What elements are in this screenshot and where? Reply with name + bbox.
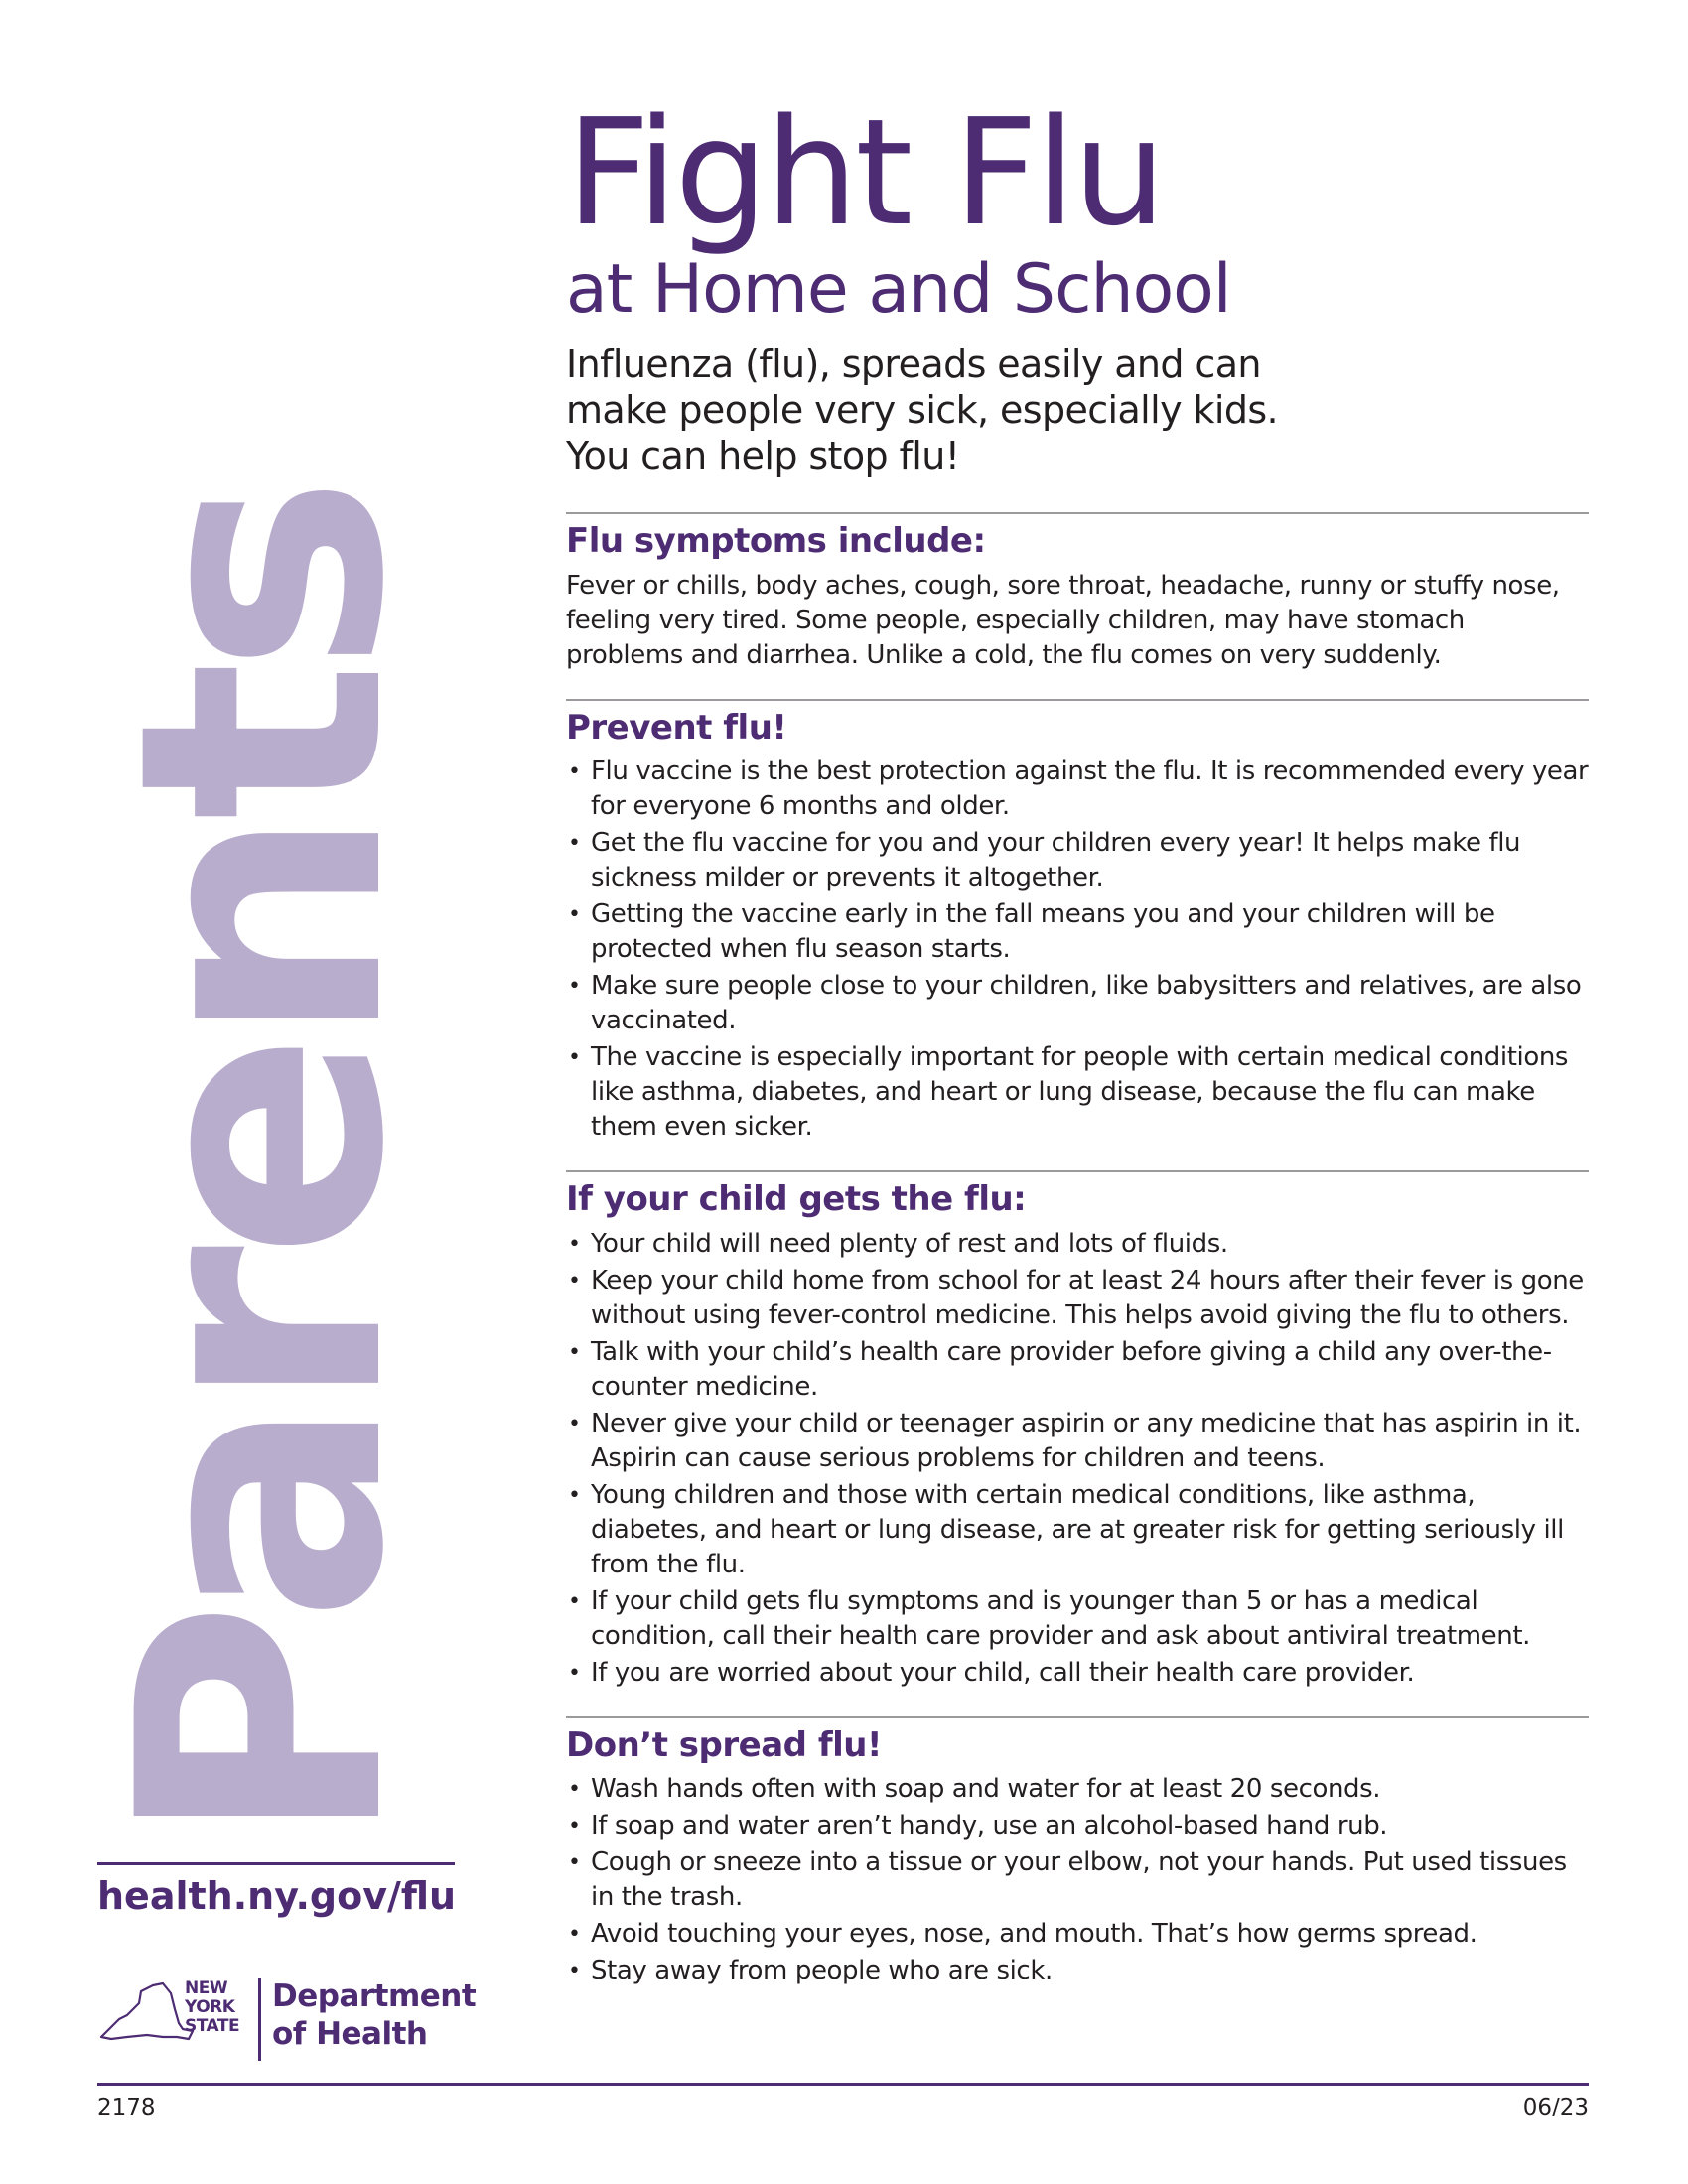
ny-state-outline-icon xyxy=(97,1979,197,2049)
document-code: 2178 xyxy=(97,2095,156,2120)
page-subtitle: at Home and School xyxy=(566,250,1231,329)
section-heading: If your child gets the flu: xyxy=(566,1179,1027,1220)
list-item: • Wash hands often with soap and water for at least 20 seconds. xyxy=(566,1772,1589,1807)
list-item: • Stay away from people who are sick. xyxy=(566,1954,1589,1988)
list-item: • Get the flu vaccine for you and your children every year! It helps make flu sickness milder or prevents it altogether. xyxy=(566,826,1589,895)
logo-state-name xyxy=(185,1979,239,2036)
section-symptoms xyxy=(566,512,1589,673)
intro-text xyxy=(566,342,1589,478)
section-paragraph: Fever or chills, body aches, cough, sore throat, headache, runny or stuffy nose, feeling very tired. Some people, especially children, may have stomach problems and diarrhea. Unlike a cold, the flu comes on very suddenly. xyxy=(566,570,1560,670)
bullet-list xyxy=(566,1772,1589,1988)
logo-dept-line: Department xyxy=(272,1979,477,2014)
section-heading: Don’t spread flu! xyxy=(566,1724,882,1765)
logo-divider xyxy=(258,1978,261,2061)
section-prevent xyxy=(566,699,1589,1146)
list-item: • Keep your child home from school for at least 24 hours after their fever is gone without using fever-control medicine. This helps avoid giving the flu to others. xyxy=(566,1264,1589,1333)
intro-line: Influenza (flu), spreads easily and can xyxy=(566,342,1261,387)
list-item: • Your child will need plenty of rest and lots of fluids. xyxy=(566,1227,1589,1262)
document-date: 06/23 xyxy=(1522,2095,1589,2120)
list-item: • Young children and those with certain medical conditions, like asthma, diabetes, and heart or lung disease, are at greater risk for getting seriously ill from the flu. xyxy=(566,1478,1589,1582)
section-heading: Prevent flu! xyxy=(566,707,787,748)
logo-state-line: YORK xyxy=(185,1997,235,2017)
list-item: • Talk with your child’s health care provider before giving a child any over-the-counter medicine. xyxy=(566,1335,1589,1405)
page-title: Fight Flu xyxy=(566,87,1164,258)
list-item: • If your child gets flu symptoms and is younger than 5 or has a medical condition, call their health care provider and ask about antiviral treatment. xyxy=(566,1584,1589,1654)
logo-state-line: STATE xyxy=(185,2016,240,2036)
intro-line: You can help stop flu! xyxy=(566,433,960,478)
list-item: • Getting the vaccine early in the fall means you and your children will be protected when flu season starts. xyxy=(566,897,1589,967)
list-item: • Cough or sneeze into a tissue or your elbow, not your hands. Put used tissues in the trash. xyxy=(566,1845,1589,1915)
logo-state-line: NEW xyxy=(185,1979,228,1998)
list-item: • Avoid touching your eyes, nose, and mouth. That’s how germs spread. xyxy=(566,1917,1589,1952)
bullet-list xyxy=(566,754,1589,1145)
list-item: • Flu vaccine is the best protection against the flu. It is recommended every year for everyone 6 months and older. xyxy=(566,754,1589,824)
section-child-flu xyxy=(566,1170,1589,1691)
logo-dept-line: of Health xyxy=(272,2016,428,2052)
list-item: • The vaccine is especially important for people with certain medical conditions like asthma, diabetes, and heart or lung disease, because the flu can make them even sicker. xyxy=(566,1040,1589,1145)
list-item: • If you are worried about your child, call their health care provider. xyxy=(566,1656,1589,1691)
section-heading: Flu symptoms include: xyxy=(566,521,986,562)
list-item: • Never give your child or teenager aspirin or any medicine that has aspirin in it. Aspirin can cause serious problems for children and teens. xyxy=(566,1407,1589,1476)
nys-doh-logo xyxy=(97,1974,477,2069)
website-url[interactable]: health.ny.gov/flu xyxy=(97,1874,457,1918)
intro-line: make people very sick, especially kids. xyxy=(566,387,1279,432)
sidebar-divider xyxy=(97,1862,455,1865)
sidebar-word: Parents xyxy=(67,487,458,1846)
section-dont-spread xyxy=(566,1716,1589,1989)
footer-divider xyxy=(97,2083,1589,2086)
bullet-list xyxy=(566,1227,1589,1691)
list-item: • If soap and water aren’t handy, use an alcohol-based hand rub. xyxy=(566,1809,1589,1843)
logo-department-name xyxy=(272,1978,476,2053)
list-item: • Make sure people close to your children, like babysitters and relatives, are also vaccinated. xyxy=(566,969,1589,1038)
main-content xyxy=(566,87,1589,1990)
